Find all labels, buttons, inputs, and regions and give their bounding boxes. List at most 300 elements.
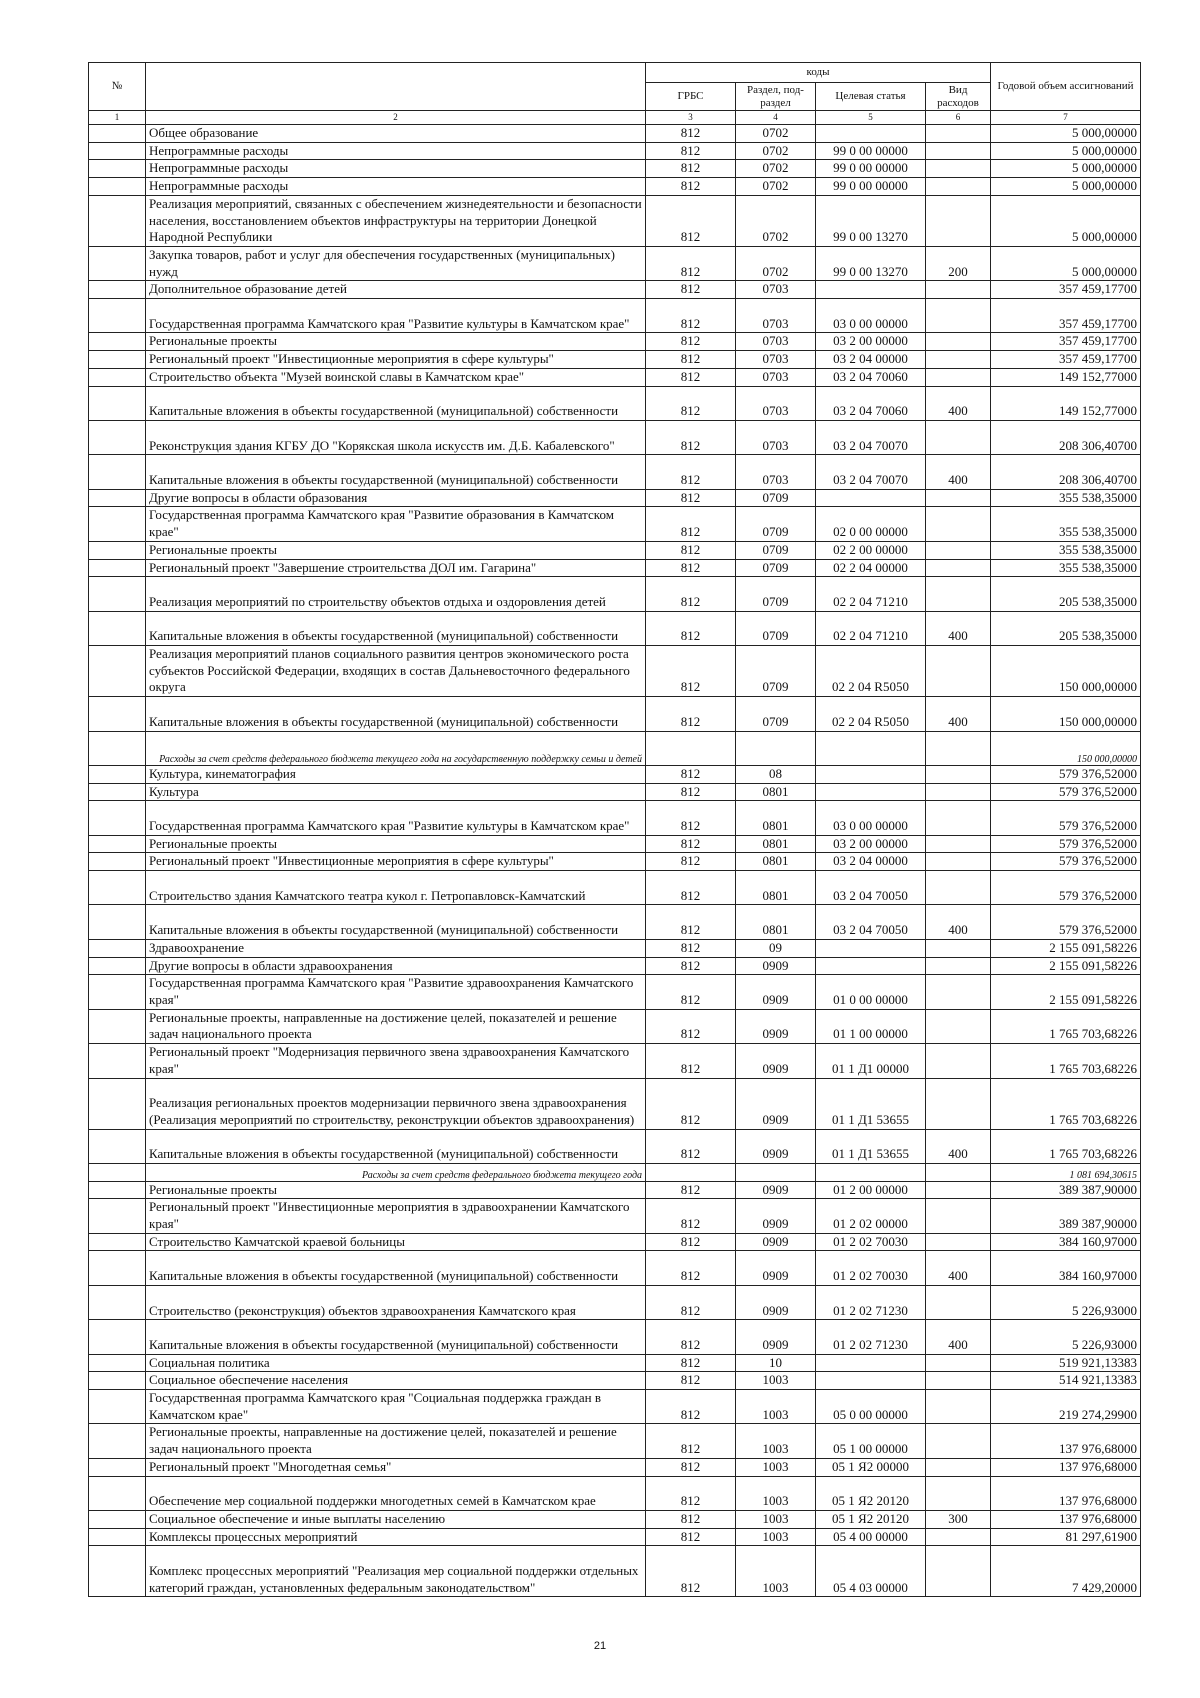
row-razdel-cell: 0709 xyxy=(736,541,816,559)
row-name-cell: Реализация мероприятий, связанных с обеспечением жизнедеятельности и безопасности населения, восстановлением объектов инфраструктуры на территории Донецкой Народной Республики xyxy=(146,195,646,246)
row-name-cell: Капитальные вложения в объекты государственной (муниципальной) собственности xyxy=(146,697,646,731)
row-target-cell: 05 1 Я2 20120 xyxy=(816,1510,926,1528)
row-amount-cell: 389 387,90000 xyxy=(991,1181,1141,1199)
row-razdel-cell: 0709 xyxy=(736,697,816,731)
table-row xyxy=(89,765,1141,783)
row-razdel-cell xyxy=(736,1163,816,1181)
row-grbs-cell: 812 xyxy=(646,1476,736,1510)
row-grbs-cell: 812 xyxy=(646,801,736,835)
table-row xyxy=(89,386,1141,420)
row-grbs-cell xyxy=(646,1163,736,1181)
table-row xyxy=(89,1181,1141,1199)
row-razdel-cell: 0909 xyxy=(736,957,816,975)
row-num-cell xyxy=(89,1233,146,1251)
row-num-cell xyxy=(89,611,146,645)
row-num-cell xyxy=(89,1163,146,1181)
row-name-cell: Строительство (реконструкция) объектов здравоохранения Камчатского края xyxy=(146,1285,646,1319)
row-razdel-cell: 0909 xyxy=(736,1285,816,1319)
row-num-cell xyxy=(89,142,146,160)
row-num-cell xyxy=(89,975,146,1009)
row-vid-cell: 400 xyxy=(926,1129,991,1163)
row-amount-cell: 208 306,40700 xyxy=(991,455,1141,489)
row-vid-cell xyxy=(926,1528,991,1546)
row-grbs-cell: 812 xyxy=(646,351,736,369)
row-name-cell: Государственная программа Камчатского края "Социальная поддержка граждан в Камчатском крае" xyxy=(146,1390,646,1424)
row-razdel-cell: 0703 xyxy=(736,299,816,333)
row-amount-cell: 514 921,13383 xyxy=(991,1372,1141,1390)
row-name-cell: Капитальные вложения в объекты государственной (муниципальной) собственности xyxy=(146,455,646,489)
row-num-cell xyxy=(89,783,146,801)
row-num-cell xyxy=(89,871,146,905)
row-vid-cell xyxy=(926,178,991,196)
row-razdel-cell: 1003 xyxy=(736,1476,816,1510)
row-amount-cell: 579 376,52000 xyxy=(991,853,1141,871)
row-razdel-cell: 0703 xyxy=(736,351,816,369)
table-row xyxy=(89,299,1141,333)
row-vid-cell xyxy=(926,1078,991,1129)
row-amount-cell: 5 000,00000 xyxy=(991,160,1141,178)
row-target-cell: 05 1 00 00000 xyxy=(816,1424,926,1458)
row-grbs-cell: 812 xyxy=(646,939,736,957)
table-row xyxy=(89,420,1141,454)
row-vid-cell xyxy=(926,783,991,801)
row-vid-cell xyxy=(926,765,991,783)
row-grbs-cell: 812 xyxy=(646,765,736,783)
row-amount-cell: 208 306,40700 xyxy=(991,420,1141,454)
table-row xyxy=(89,835,1141,853)
row-amount-cell: 357 459,17700 xyxy=(991,281,1141,299)
row-target-cell xyxy=(816,125,926,143)
row-amount-cell: 219 274,29900 xyxy=(991,1390,1141,1424)
row-target-cell: 99 0 00 00000 xyxy=(816,178,926,196)
row-razdel-cell: 0703 xyxy=(736,386,816,420)
row-name-cell: Региональный проект "Инвестиционные мероприятия в сфере культуры" xyxy=(146,853,646,871)
table-row xyxy=(89,489,1141,507)
colnum-3: 3 xyxy=(646,111,736,125)
row-num-cell xyxy=(89,1129,146,1163)
row-grbs-cell: 812 xyxy=(646,1320,736,1354)
row-amount-cell: 357 459,17700 xyxy=(991,351,1141,369)
row-vid-cell xyxy=(926,1163,991,1181)
row-razdel-cell: 0909 xyxy=(736,1009,816,1043)
row-vid-cell xyxy=(926,801,991,835)
row-razdel-cell: 0709 xyxy=(736,646,816,697)
table-row xyxy=(89,1009,1141,1043)
row-razdel-cell: 0801 xyxy=(736,835,816,853)
table-row xyxy=(89,577,1141,611)
table-row xyxy=(89,905,1141,939)
row-target-cell: 01 1 Д1 00000 xyxy=(816,1044,926,1078)
row-target-cell: 05 1 Я2 00000 xyxy=(816,1458,926,1476)
row-amount-cell: 389 387,90000 xyxy=(991,1199,1141,1233)
row-target-cell: 01 0 00 00000 xyxy=(816,975,926,1009)
row-num-cell xyxy=(89,178,146,196)
row-grbs-cell: 812 xyxy=(646,559,736,577)
row-vid-cell xyxy=(926,1546,991,1597)
row-amount-cell: 384 160,97000 xyxy=(991,1251,1141,1285)
row-amount-cell: 579 376,52000 xyxy=(991,765,1141,783)
row-amount-cell: 150 000,00000 xyxy=(991,731,1141,765)
row-razdel-cell: 1003 xyxy=(736,1372,816,1390)
row-name-cell: Закупка товаров, работ и услуг для обеспечения государственных (муниципальных) нужд xyxy=(146,246,646,280)
row-razdel-cell: 0801 xyxy=(736,783,816,801)
row-num-cell xyxy=(89,835,146,853)
row-target-cell xyxy=(816,1354,926,1372)
row-num-cell xyxy=(89,1424,146,1458)
row-grbs-cell: 812 xyxy=(646,507,736,541)
row-name-cell: Социальное обеспечение и иные выплаты населению xyxy=(146,1510,646,1528)
row-razdel-cell: 0702 xyxy=(736,125,816,143)
row-grbs-cell: 812 xyxy=(646,1354,736,1372)
header-name xyxy=(146,63,646,111)
row-grbs-cell: 812 xyxy=(646,142,736,160)
row-vid-cell xyxy=(926,1009,991,1043)
row-amount-cell: 81 297,61900 xyxy=(991,1528,1141,1546)
table-row xyxy=(89,611,1141,645)
row-grbs-cell: 812 xyxy=(646,905,736,939)
row-amount-cell: 150 000,00000 xyxy=(991,697,1141,731)
row-grbs-cell: 812 xyxy=(646,975,736,1009)
row-num-cell xyxy=(89,1476,146,1510)
row-target-cell: 01 2 02 00000 xyxy=(816,1199,926,1233)
row-grbs-cell: 812 xyxy=(646,1546,736,1597)
row-num-cell xyxy=(89,351,146,369)
row-vid-cell xyxy=(926,1233,991,1251)
row-target-cell: 03 0 00 00000 xyxy=(816,801,926,835)
row-razdel-cell: 0702 xyxy=(736,195,816,246)
row-vid-cell xyxy=(926,835,991,853)
row-grbs-cell: 812 xyxy=(646,1528,736,1546)
table-row xyxy=(89,957,1141,975)
row-name-cell: Региональные проекты, направленные на достижение целей, показателей и решение задач национального проекта xyxy=(146,1424,646,1458)
table-row xyxy=(89,246,1141,280)
row-num-cell xyxy=(89,333,146,351)
header-grbs: ГРБС xyxy=(646,83,736,111)
table-row xyxy=(89,1372,1141,1390)
row-name-cell: Региональные проекты xyxy=(146,1181,646,1199)
row-target-cell: 03 2 04 70060 xyxy=(816,368,926,386)
row-name-cell: Региональные проекты, направленные на достижение целей, показателей и решение задач национального проекта xyxy=(146,1009,646,1043)
table-row xyxy=(89,333,1141,351)
row-target-cell xyxy=(816,765,926,783)
row-target-cell: 02 2 04 R5050 xyxy=(816,646,926,697)
row-target-cell: 03 2 04 70060 xyxy=(816,386,926,420)
row-razdel-cell: 0703 xyxy=(736,420,816,454)
row-num-cell xyxy=(89,646,146,697)
row-amount-cell: 149 152,77000 xyxy=(991,386,1141,420)
row-razdel-cell: 0703 xyxy=(736,281,816,299)
row-name-cell: Непрограммные расходы xyxy=(146,142,646,160)
row-name-cell: Капитальные вложения в объекты государственной (муниципальной) собственности xyxy=(146,611,646,645)
header-razdel: Раздел, под-раздел xyxy=(736,83,816,111)
row-grbs-cell: 812 xyxy=(646,697,736,731)
row-target-cell: 01 2 02 70030 xyxy=(816,1233,926,1251)
row-name-cell: Региональные проекты xyxy=(146,541,646,559)
row-target-cell: 02 2 00 00000 xyxy=(816,541,926,559)
row-vid-cell: 400 xyxy=(926,455,991,489)
row-amount-cell: 1 765 703,68226 xyxy=(991,1044,1141,1078)
row-vid-cell xyxy=(926,125,991,143)
row-razdel-cell: 0909 xyxy=(736,1199,816,1233)
row-amount-cell: 579 376,52000 xyxy=(991,835,1141,853)
table-row xyxy=(89,783,1141,801)
row-target-cell: 05 4 03 00000 xyxy=(816,1546,926,1597)
row-name-cell: Общее образование xyxy=(146,125,646,143)
row-vid-cell xyxy=(926,1424,991,1458)
row-amount-cell: 5 000,00000 xyxy=(991,246,1141,280)
row-name-cell: Непрограммные расходы xyxy=(146,178,646,196)
row-num-cell xyxy=(89,577,146,611)
row-vid-cell xyxy=(926,281,991,299)
row-razdel-cell: 1003 xyxy=(736,1424,816,1458)
row-name-cell: Региональный проект "Модернизация первичного звена здравоохранения Камчатского края" xyxy=(146,1044,646,1078)
row-num-cell xyxy=(89,1320,146,1354)
table-row xyxy=(89,1251,1141,1285)
row-vid-cell xyxy=(926,1372,991,1390)
row-amount-cell: 5 226,93000 xyxy=(991,1320,1141,1354)
row-num-cell xyxy=(89,299,146,333)
row-vid-cell xyxy=(926,957,991,975)
row-grbs-cell: 812 xyxy=(646,1199,736,1233)
row-razdel-cell: 0801 xyxy=(736,905,816,939)
row-grbs-cell: 812 xyxy=(646,299,736,333)
row-razdel-cell: 0702 xyxy=(736,178,816,196)
row-name-cell: Здравоохранение xyxy=(146,939,646,957)
row-grbs-cell: 812 xyxy=(646,783,736,801)
row-razdel-cell: 0703 xyxy=(736,333,816,351)
row-name-cell: Культура xyxy=(146,783,646,801)
row-vid-cell xyxy=(926,351,991,369)
row-vid-cell xyxy=(926,1285,991,1319)
row-name-cell: Социальная политика xyxy=(146,1354,646,1372)
row-vid-cell: 200 xyxy=(926,246,991,280)
row-num-cell xyxy=(89,957,146,975)
row-amount-cell: 355 538,35000 xyxy=(991,559,1141,577)
row-razdel-cell: 0702 xyxy=(736,142,816,160)
row-amount-cell: 149 152,77000 xyxy=(991,368,1141,386)
row-num-cell xyxy=(89,455,146,489)
row-grbs-cell: 812 xyxy=(646,1510,736,1528)
row-vid-cell xyxy=(926,1181,991,1199)
row-vid-cell xyxy=(926,939,991,957)
row-name-cell: Строительство объекта "Музей воинской славы в Камчатском крае" xyxy=(146,368,646,386)
row-target-cell: 03 2 04 70050 xyxy=(816,905,926,939)
row-target-cell: 01 2 02 70030 xyxy=(816,1251,926,1285)
row-name-cell: Государственная программа Камчатского края "Развитие здравоохранения Камчатского края" xyxy=(146,975,646,1009)
row-grbs-cell xyxy=(646,731,736,765)
row-razdel-cell xyxy=(736,731,816,765)
row-grbs-cell: 812 xyxy=(646,646,736,697)
row-grbs-cell: 812 xyxy=(646,1181,736,1199)
table-row xyxy=(89,1424,1141,1458)
row-name-cell: Капитальные вложения в объекты государственной (муниципальной) собственности xyxy=(146,386,646,420)
row-name-cell: Региональный проект "Многодетная семья" xyxy=(146,1458,646,1476)
row-grbs-cell: 812 xyxy=(646,853,736,871)
row-amount-cell: 355 538,35000 xyxy=(991,541,1141,559)
row-vid-cell xyxy=(926,1044,991,1078)
table-row xyxy=(89,646,1141,697)
row-vid-cell: 300 xyxy=(926,1510,991,1528)
row-target-cell: 03 2 04 70070 xyxy=(816,455,926,489)
row-amount-cell: 2 155 091,58226 xyxy=(991,957,1141,975)
row-num-cell xyxy=(89,420,146,454)
table-row xyxy=(89,1510,1141,1528)
row-grbs-cell: 812 xyxy=(646,333,736,351)
row-name-cell: Капитальные вложения в объекты государственной (муниципальной) собственности xyxy=(146,1129,646,1163)
row-grbs-cell: 812 xyxy=(646,160,736,178)
row-grbs-cell: 812 xyxy=(646,281,736,299)
row-target-cell: 03 0 00 00000 xyxy=(816,299,926,333)
table-row xyxy=(89,1546,1141,1597)
table-row xyxy=(89,195,1141,246)
row-amount-cell: 205 538,35000 xyxy=(991,611,1141,645)
row-razdel-cell: 0909 xyxy=(736,975,816,1009)
row-razdel-cell: 0702 xyxy=(736,246,816,280)
row-name-cell: Строительство Камчатской краевой больницы xyxy=(146,1233,646,1251)
row-num-cell xyxy=(89,541,146,559)
row-vid-cell xyxy=(926,1390,991,1424)
table-row xyxy=(89,507,1141,541)
row-vid-cell xyxy=(926,333,991,351)
table-row xyxy=(89,1078,1141,1129)
row-target-cell xyxy=(816,957,926,975)
row-target-cell xyxy=(816,939,926,957)
table-row xyxy=(89,1129,1141,1163)
row-razdel-cell: 10 xyxy=(736,1354,816,1372)
row-name-cell: Реализация мероприятий планов социального развития центров экономического роста субъектов Российской Федерации, входящих в состав Дальневосточного федерального округа xyxy=(146,646,646,697)
row-razdel-cell: 0709 xyxy=(736,611,816,645)
row-amount-cell: 5 000,00000 xyxy=(991,125,1141,143)
row-razdel-cell: 0709 xyxy=(736,559,816,577)
row-num-cell xyxy=(89,697,146,731)
row-grbs-cell: 812 xyxy=(646,1458,736,1476)
row-vid-cell xyxy=(926,646,991,697)
table-row xyxy=(89,541,1141,559)
row-razdel-cell: 0703 xyxy=(736,455,816,489)
row-num-cell xyxy=(89,1251,146,1285)
row-razdel-cell: 0801 xyxy=(736,853,816,871)
row-grbs-cell: 812 xyxy=(646,1129,736,1163)
row-target-cell: 02 2 04 00000 xyxy=(816,559,926,577)
row-amount-cell: 5 000,00000 xyxy=(991,195,1141,246)
row-num-cell xyxy=(89,125,146,143)
row-name-cell: Региональные проекты xyxy=(146,333,646,351)
table-row xyxy=(89,1458,1141,1476)
row-amount-cell: 2 155 091,58226 xyxy=(991,939,1141,957)
row-num-cell xyxy=(89,731,146,765)
row-num-cell xyxy=(89,1390,146,1424)
row-vid-cell xyxy=(926,507,991,541)
table-row xyxy=(89,1199,1141,1233)
table-row xyxy=(89,368,1141,386)
row-target-cell: 99 0 00 13270 xyxy=(816,195,926,246)
row-razdel-cell: 0801 xyxy=(736,871,816,905)
row-grbs-cell: 812 xyxy=(646,1390,736,1424)
row-grbs-cell: 812 xyxy=(646,611,736,645)
row-amount-cell: 2 155 091,58226 xyxy=(991,975,1141,1009)
row-amount-cell: 5 000,00000 xyxy=(991,142,1141,160)
row-name-cell: Непрограммные расходы xyxy=(146,160,646,178)
table-row xyxy=(89,939,1141,957)
colnum-5: 5 xyxy=(816,111,926,125)
table-row xyxy=(89,1163,1141,1181)
row-target-cell: 99 0 00 00000 xyxy=(816,160,926,178)
row-vid-cell xyxy=(926,577,991,611)
row-amount-cell: 1 765 703,68226 xyxy=(991,1129,1141,1163)
row-vid-cell xyxy=(926,559,991,577)
row-grbs-cell: 812 xyxy=(646,386,736,420)
row-razdel-cell: 0703 xyxy=(736,368,816,386)
row-num-cell xyxy=(89,1528,146,1546)
row-grbs-cell: 812 xyxy=(646,125,736,143)
row-target-cell: 99 0 00 13270 xyxy=(816,246,926,280)
row-vid-cell: 400 xyxy=(926,1320,991,1354)
row-amount-cell: 205 538,35000 xyxy=(991,577,1141,611)
row-razdel-cell: 0909 xyxy=(736,1078,816,1129)
row-num-cell xyxy=(89,905,146,939)
row-amount-cell: 355 538,35000 xyxy=(991,507,1141,541)
row-name-cell: Капитальные вложения в объекты государственной (муниципальной) собственности xyxy=(146,1251,646,1285)
row-razdel-cell: 0702 xyxy=(736,160,816,178)
row-grbs-cell: 812 xyxy=(646,1233,736,1251)
row-grbs-cell: 812 xyxy=(646,455,736,489)
row-grbs-cell: 812 xyxy=(646,368,736,386)
row-razdel-cell: 0909 xyxy=(736,1233,816,1251)
row-name-cell: Обеспечение мер социальной поддержки многодетных семей в Камчатском крае xyxy=(146,1476,646,1510)
row-grbs-cell: 812 xyxy=(646,178,736,196)
row-name-cell: Региональный проект "Инвестиционные мероприятия в сфере культуры" xyxy=(146,351,646,369)
row-amount-cell: 5 000,00000 xyxy=(991,178,1141,196)
table-row xyxy=(89,731,1141,765)
table-row xyxy=(89,801,1141,835)
row-grbs-cell: 812 xyxy=(646,835,736,853)
colnum-2: 2 xyxy=(146,111,646,125)
table-row xyxy=(89,853,1141,871)
row-razdel-cell: 08 xyxy=(736,765,816,783)
row-num-cell xyxy=(89,1044,146,1078)
row-name-cell: Реализация мероприятий по строительству объектов отдыха и оздоровления детей xyxy=(146,577,646,611)
row-vid-cell xyxy=(926,195,991,246)
row-amount-cell: 579 376,52000 xyxy=(991,871,1141,905)
table-row xyxy=(89,559,1141,577)
row-name-cell: Строительство здания Камчатского театра кукол г. Петропавловск-Камчатский xyxy=(146,871,646,905)
row-num-cell xyxy=(89,489,146,507)
row-grbs-cell: 812 xyxy=(646,1009,736,1043)
budget-table xyxy=(88,62,1141,1597)
row-num-cell xyxy=(89,1078,146,1129)
row-vid-cell: 400 xyxy=(926,697,991,731)
row-num-cell xyxy=(89,386,146,420)
row-num-cell xyxy=(89,1181,146,1199)
row-num-cell xyxy=(89,368,146,386)
row-amount-cell: 579 376,52000 xyxy=(991,783,1141,801)
row-razdel-cell: 0709 xyxy=(736,507,816,541)
header-codes: коды xyxy=(646,63,991,83)
row-num-cell xyxy=(89,765,146,783)
row-grbs-cell: 812 xyxy=(646,1251,736,1285)
row-target-cell: 03 2 04 00000 xyxy=(816,351,926,369)
header-amount: Годовой объем ассигнований xyxy=(991,63,1141,111)
table-row xyxy=(89,455,1141,489)
table-row xyxy=(89,351,1141,369)
budget-table-page xyxy=(88,62,1140,1597)
row-vid-cell xyxy=(926,489,991,507)
row-target-cell: 01 1 00 00000 xyxy=(816,1009,926,1043)
row-vid-cell: 400 xyxy=(926,386,991,420)
row-target-cell: 03 2 04 00000 xyxy=(816,853,926,871)
row-grbs-cell: 812 xyxy=(646,1285,736,1319)
row-amount-cell: 150 000,00000 xyxy=(991,646,1141,697)
